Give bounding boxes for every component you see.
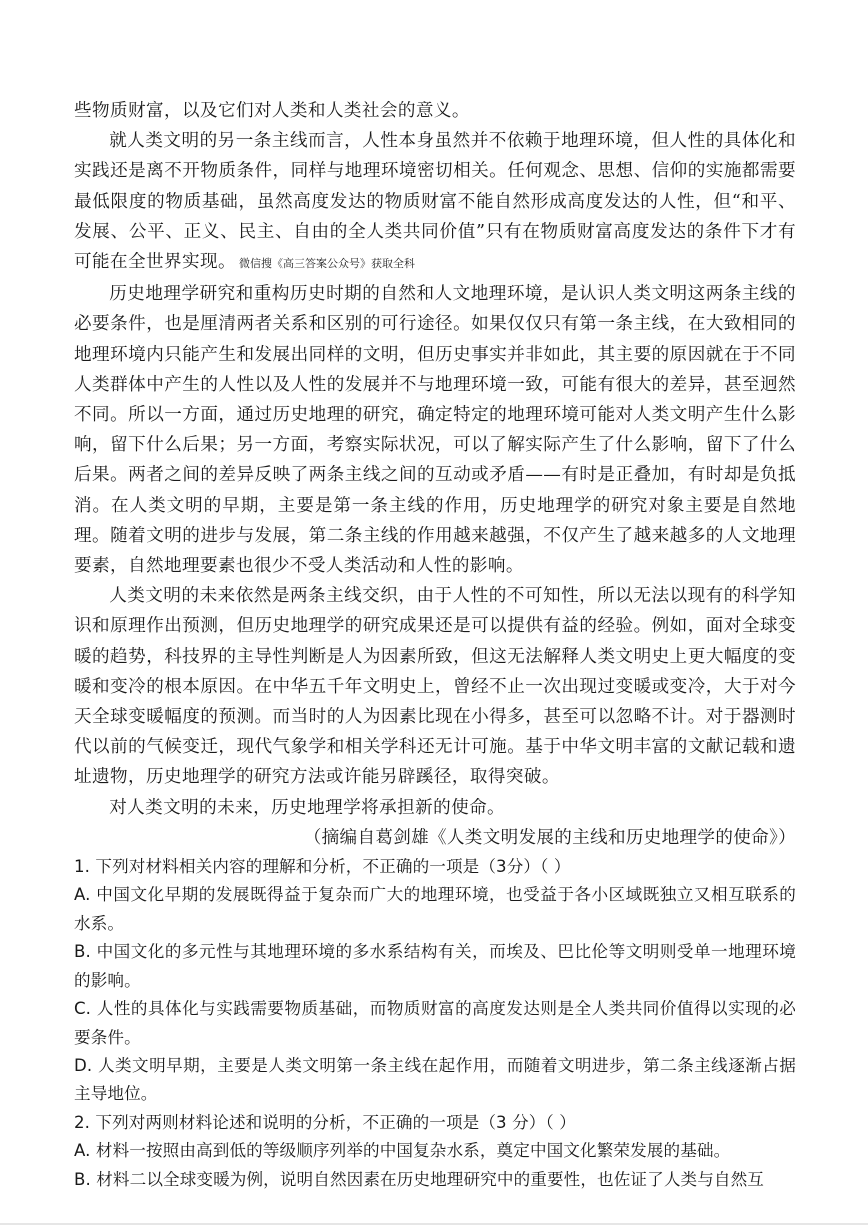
- passage-paragraph-0: 些物质财富，以及它们对人类和人类社会的意义。: [74, 101, 470, 121]
- question-2-option-b: B. 材料二以全球变暖为例，说明自然因素在历史地理研究中的重要性，也佐证了人类与自然互: [74, 1169, 764, 1189]
- question-1-stem: 1. 下列对材料相关内容的理解和分析，不正确的一项是（3分）（ ）: [74, 857, 571, 877]
- question-1-option-c: C. 人性的具体化与实践需要物质基础，而物质财富的高度发达则是全人类共同价值得以实现的必要条件。: [74, 999, 796, 1047]
- passage-source: （摘编自葛剑雄《人类文明发展的主线和历史地理学的使命》）: [303, 827, 796, 848]
- exam-page: [74, 96, 796, 1194]
- watermark-note: 微信搜《高三答案公众号》获取全科: [238, 257, 415, 271]
- passage-paragraph-3: 人类文明的未来依然是两条主线交织，由于人性的不可知性，所以无法以现有的科学知识和原理作出预测，但历史地理学的研究成果还是可以提供有益的经验。例如，面对全球变暖的趋势，科技界的主导性判断是人为因素所致，但这无法解释人类文明史上更大幅度的变暖和变冷的根本原因。在中华五千年文明史上，曾经不止一次出现过变暖或变冷，大于对今天全球变暖幅度的预测。而当时的人为因素比现在小得多，甚至可以忽略不计。对于器测时代以前的气候变迁，现代气象学和相关学科还无计可施。基于中华文明丰富的文献记载和遗址遗物，历史地理学的研究方法或许能另辟蹊径，取得突破。: [74, 586, 796, 788]
- question-1-option-a: A. 中国文化早期的发展既得益于复杂而广大的地理环境，也受益于各小区域既独立又相互联系的水系。: [74, 885, 796, 933]
- question-1-option-d: D. 人类文明早期，主要是人类文明第一条主线在起作用，而随着文明进步，第二条主线逐渐占据主导地位。: [74, 1055, 796, 1104]
- passage-paragraph-4: 对人类文明的未来，历史地理学将承担新的使命。: [109, 797, 506, 818]
- passage-paragraph-2: 历史地理学研究和重构历史时期的自然和人文地理环境，是认识人类文明这两条主线的必要条件，也是厘清两者关系和区别的可行途径。如果仅仅只有第一条主线，在大致相同的地理环境内只能产生和发展出同样的文明，但历史事实并非如此，其主要的原因就在于不同人类群体中产生的人性以及人性的发展并不与地理环境一致，可能有很大的差异，甚至迥然不同。所以一方面，通过历史地理的研究，确定特定的地理环境可能对人类文明产生什么影响，留下什么后果；另一方面，考察实际状况，可以了解实际产生了什么影响，留下了什么后果。两者之间的差异反映了两条主线之间的互动或矛盾——有时是正叠加，有时却是负抵消。在人类文明的早期，主要是第一条主线的作用，历史地理学的研究对象主要是自然地理。随着文明的进步与发展，第二条主线的作用越来越强，不仅产生了越来越多的人文地理要素，自然地理要素也很少不受人类活动和人性的影响。: [74, 284, 796, 577]
- question-2-stem: 2. 下列对两则材料论述和说明的分析，不正确的一项是（3 分）（ ）: [74, 1112, 576, 1132]
- question-2-option-a: A. 材料一按照由高到低的等级顺序列举的中国复杂水系，奠定中国文化繁荣发展的基础。: [74, 1141, 731, 1161]
- passage-paragraph-1: [74, 126, 796, 279]
- question-1-option-b: B. 中国文化的多元性与其地理环境的多水系结构有关，而埃及、巴比伦等文明则受单一地理环境的影响。: [74, 942, 796, 990]
- passage-paragraph-1-text: 就人类文明的另一条主线而言，人性本身虽然并不依赖于地理环境，但人性的具体化和实践还是离不开物质条件，同样与地理环境密切相关。任何观念、思想、信仰的实施都需要最低限度的物质基础，虽然高度发达的物质财富不能自然形成高度发达的人性，但“和平、发展、公平、正义、民主、自由的全人类共同价值”只有在物质财富高度发达的条件下才有可能在全世界实现。: [74, 131, 796, 273]
- page-bottom-divider: [0, 1223, 868, 1225]
